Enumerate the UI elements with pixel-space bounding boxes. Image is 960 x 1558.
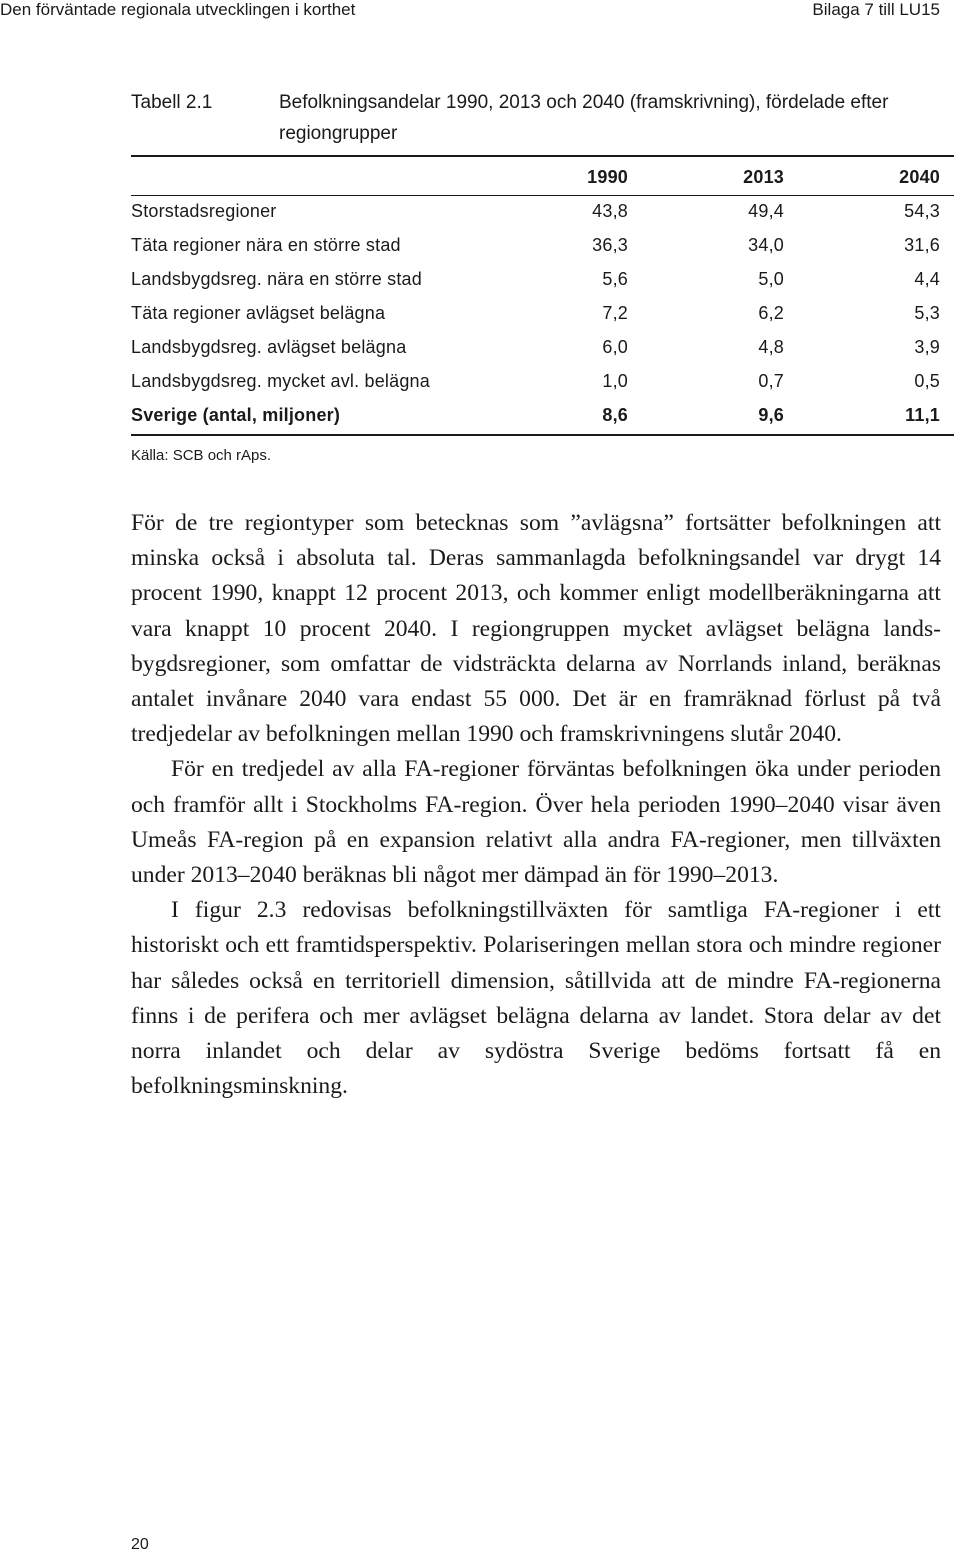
- row-label: Landsbygdsreg. avlägset belägna: [131, 337, 407, 357]
- row-label: Landsbygdsreg. mycket avl. belägna: [131, 371, 430, 391]
- cell-2013: 6,2: [758, 303, 784, 323]
- column-header-2013: 2013: [743, 167, 784, 187]
- table-title: Befolkningsandelar 1990, 2013 och 2040 (framskrivning), fördelade efter regiongrupper: [279, 92, 889, 144]
- table-row: [131, 332, 954, 366]
- cell-2013: 49,4: [748, 201, 784, 221]
- column-header-1990: 1990: [587, 167, 628, 187]
- cell-1990: 6,0: [602, 337, 628, 357]
- paragraph: I figur 2.3 redovisas befolkningstillväxten för samtliga FA-regioner i ett historiskt och ett framtidsperspektiv. Polariseringen mellan stora och mindre regioner har således också en territoriell dimension, såtillvida att de mindre FA-regionerna finns i de perifera och mer avlägset belägna delarna av landet. Stora delar av det norra inlandet och delar av sydöstra Sverige bedöms fortsatt få en befolkningsminskning.: [131, 897, 941, 1100]
- page-number: 20: [131, 1536, 149, 1553]
- population-share-table: [131, 155, 954, 436]
- header-chapter-title: Den förväntade regionala utvecklingen i korthet: [0, 0, 356, 19]
- table-row: [131, 195, 954, 230]
- cell-1990: 1,0: [602, 371, 628, 391]
- total-1990: 8,6: [602, 405, 628, 425]
- cell-1990: 36,3: [592, 235, 628, 255]
- table-header-row: [131, 157, 954, 195]
- table-row: [131, 230, 954, 264]
- row-label: Storstadsregioner: [131, 201, 277, 221]
- cell-2013: 34,0: [748, 235, 784, 255]
- cell-2040: 4,4: [914, 269, 940, 289]
- total-label: Sverige (antal, miljoner): [131, 405, 341, 425]
- cell-1990: 5,6: [602, 269, 628, 289]
- cell-2040: 0,5: [914, 371, 940, 391]
- table-row: [131, 298, 954, 332]
- column-header-2040: 2040: [899, 167, 940, 187]
- cell-2040: 3,9: [914, 337, 940, 357]
- paragraph: För de tre regiontyper som betecknas som ”avlägsna” fortsätter befolkningen att minska också i absoluta tal. Deras sammanlagda befolkningsandel var drygt 14 procent 1990, knappt 12 procent 2013, och kommer enligt modellberäkningarna att vara knappt 10 procent 2040. I regiongruppen mycket avlägset belägna landsbygdsregioner, som omfattar de vidsträckta delarna av Norrlands inland, beräknas antalet invånare 2040 vara endast 55 000. Det är en framräknad förlust på två tredjedelar av befolkningen mellan 1990 och framskrivningens slutår 2040.: [131, 510, 941, 748]
- cell-1990: 7,2: [602, 303, 628, 323]
- row-label: Landsbygdsreg. nära en större stad: [131, 269, 422, 289]
- table-source-note: Källa: SCB och rAps.: [131, 447, 272, 464]
- cell-2013: 4,8: [758, 337, 784, 357]
- table-row: [131, 366, 954, 400]
- table-row: [131, 264, 954, 298]
- cell-2040: 54,3: [904, 201, 940, 221]
- cell-2040: 5,3: [914, 303, 940, 323]
- body-text: [131, 506, 941, 1104]
- row-label: Täta regioner nära en större stad: [131, 235, 401, 255]
- paragraph: För en tredjedel av alla FA-regioner förväntas befolkningen öka under perioden och framför allt i Stockholms FA-region. Över hela perioden 1990–2040 visar även Umeås FA-region på en expansion relativt alla andra FA-regioner, men tillväxten under 2013–2040 beräknas bli något mer dämpad än för 1990–2013.: [131, 756, 941, 889]
- table-total-row: [131, 400, 954, 434]
- cell-2013: 5,0: [758, 269, 784, 289]
- cell-1990: 43,8: [592, 201, 628, 221]
- cell-2040: 31,6: [904, 235, 940, 255]
- total-2040: 11,1: [905, 405, 940, 425]
- header-appendix-label: Bilaga 7 till LU15: [812, 0, 940, 19]
- row-label: Täta regioner avlägset belägna: [131, 303, 386, 323]
- cell-2013: 0,7: [758, 371, 784, 391]
- total-2013: 9,6: [758, 405, 784, 425]
- running-header: [0, 0, 940, 22]
- table-number: Tabell 2.1: [131, 92, 213, 113]
